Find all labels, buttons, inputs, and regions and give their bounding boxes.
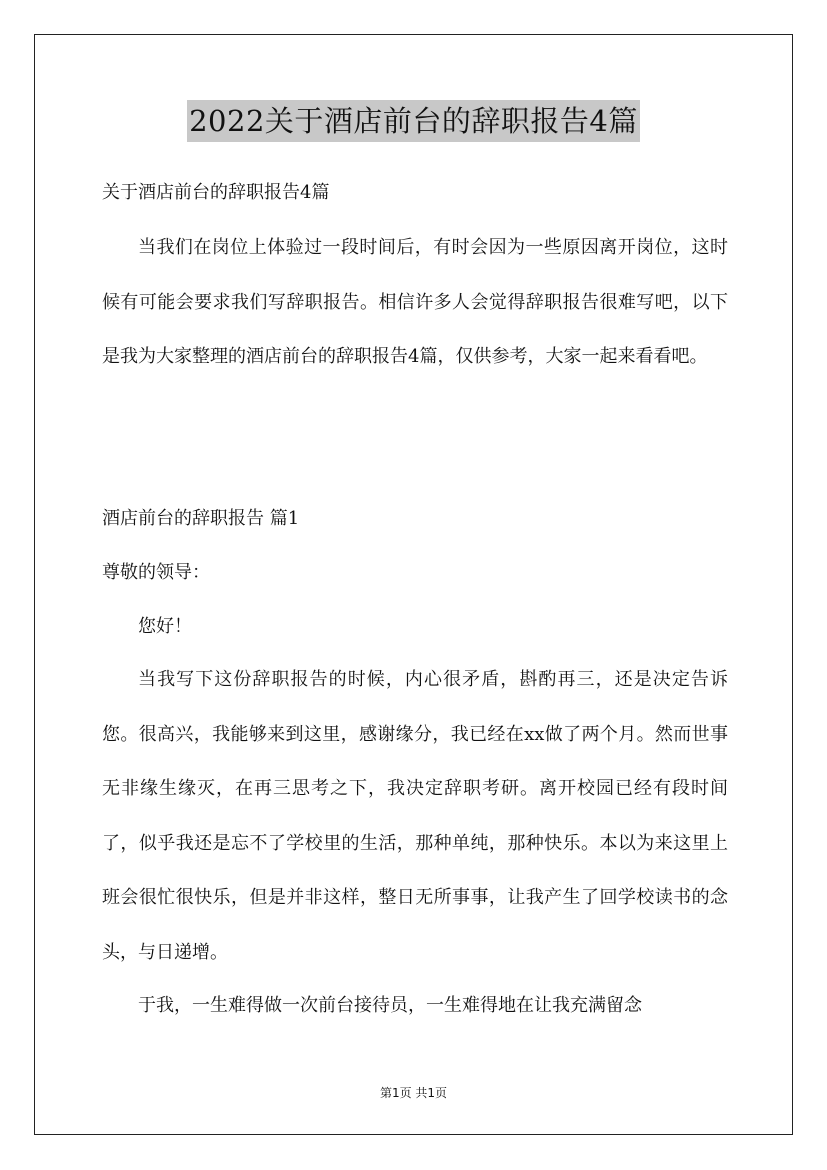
page-footer: 第1页 共1页 [379,1086,448,1100]
body-paragraph-2: 于我，一生难得做一次前台接待员，一生难得地在让我充满留念 [138,995,642,1016]
salutation: 尊敬的领导： [102,562,210,583]
section-heading: 酒店前台的辞职报告 篇1 [102,508,300,529]
document-subtitle: 关于酒店前台的辞职报告4篇 [102,182,330,203]
body-paragraph-1: 当我写下这份辞职报告的时候，内心很矛盾，斟酌再三，还是决定告诉您。很高兴，我能够来到这里，感谢缘分，我已经在xx做了两个月。然而世事无非缘生缘灭，在再三思考之下，我决定辞职考研。离开校园已经有段时间了，似乎我还是忘不了学校里的生活，那种单纯，那种快乐。本以为来这里上班会很忙很快乐，但是并非这样，整日无所事事，让我产生了回学校读书的念头，与日递增。 [102,669,728,963]
title-container [0,100,827,142]
greeting: 您好！ [138,616,192,637]
document-title: 2022关于酒店前台的辞职报告4篇 [187,100,640,142]
intro-paragraph: 当我们在岗位上体验过一段时间后，有时会因为一些原因离开岗位，这时候有可能会要求我们写辞职报告。相信许多人会觉得辞职报告很难写吧，以下是我为大家整理的酒店前台的辞职报告4篇，仅供参考，大家一起来看看吧。 [102,237,728,367]
